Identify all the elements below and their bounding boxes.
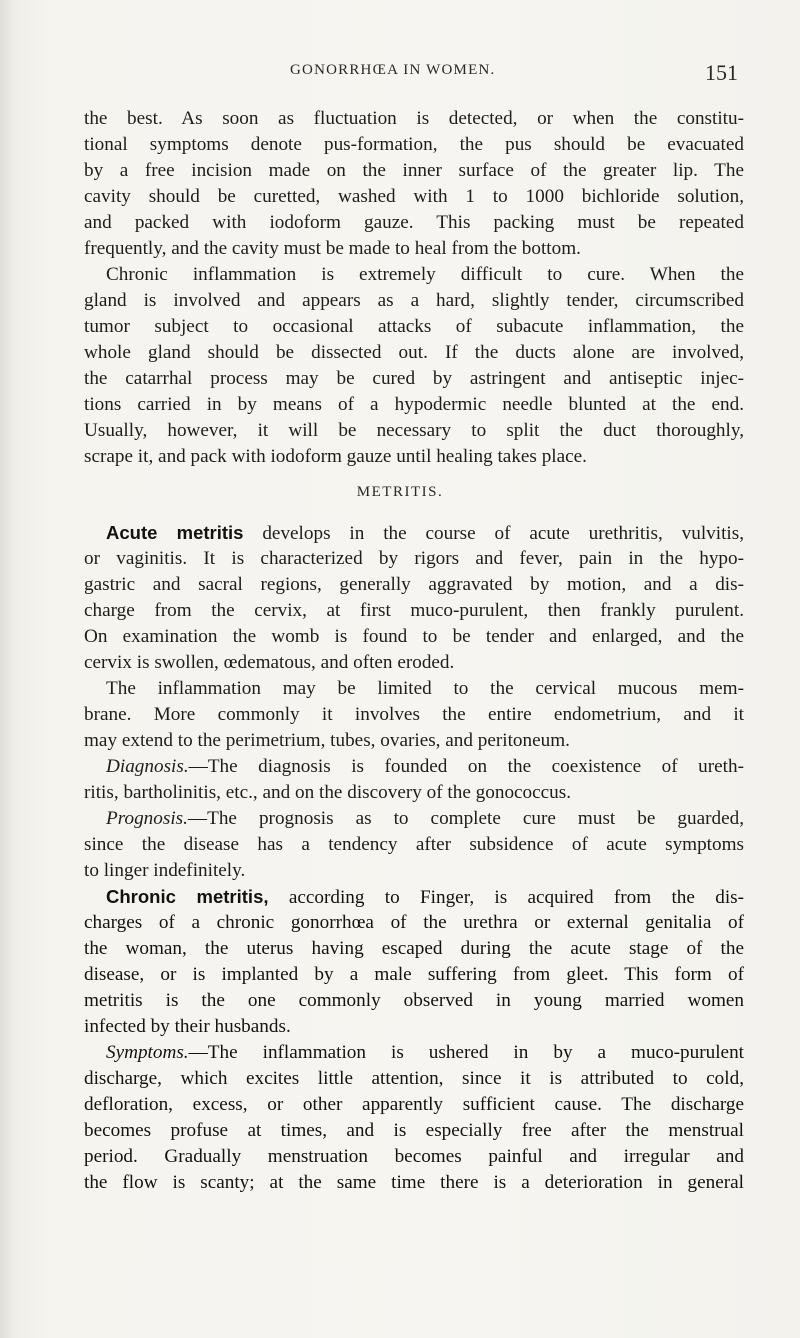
text-line: since the disease has a tendency after subsidence of acute symptoms (84, 834, 744, 855)
text-line (106, 884, 744, 911)
text-line: tumor subject to occasional attacks of subacute inflammation, the (84, 316, 744, 337)
text-line: scrape it, and pack with iodoform gauze until healing takes place. (84, 446, 587, 467)
text-line: tional symptoms denote pus-formation, the pus should be evacuated (84, 134, 744, 155)
prognosis-lead: Prognosis. (106, 808, 188, 829)
chronic-metritis-lead: Chronic metritis, (106, 886, 269, 907)
text-line: gland is involved and appears as a hard, slightly tender, circumscribed (84, 290, 744, 311)
text-line (106, 1040, 744, 1066)
text-line: may extend to the perimetrium, tubes, ovaries, and peritoneum. (84, 730, 570, 751)
text-line: the woman, the uterus having escaped during the acute stage of the (84, 938, 744, 959)
text-line: period. Gradually menstruation becomes painful and irregular and (84, 1146, 744, 1167)
chronic-metritis-first-line: according to Finger, is acquired from the dis- (268, 887, 744, 908)
text-line: disease, or is implanted by a male suffering from gleet. This form of (84, 964, 744, 985)
text-line: Usually, however, it will be necessary to split the duct thoroughly, (84, 420, 744, 441)
text-line: to linger indefinitely. (84, 860, 246, 881)
text-line: charge from the cervix, at first muco-purulent, then frankly purulent. (84, 600, 744, 621)
text-line: discharge, which excites little attention, since it is attributed to cold, (84, 1068, 744, 1089)
diagnosis-lead: Diagnosis. (106, 756, 189, 777)
running-header-title: GONORRHŒA IN WOMEN. (290, 62, 496, 78)
text-line: becomes profuse at times, and is especially free after the menstrual (84, 1120, 744, 1141)
symptoms-lead: Symptoms. (106, 1042, 189, 1063)
text-line: brane. More commonly it involves the entire endometrium, and it (84, 704, 744, 725)
text-line: by a free incision made on the inner surface of the greater lip. The (84, 160, 744, 181)
text-line: The inflammation may be limited to the cervical mucous mem- (106, 678, 744, 699)
page-number: 151 (705, 60, 738, 85)
text-line (106, 754, 744, 780)
text-line (106, 520, 744, 547)
text-line: metritis is the one commonly observed in young married women (84, 990, 744, 1011)
acute-metritis-first-line: develops in the course of acute urethritis, vulvitis, (243, 523, 744, 544)
text-line: tions carried in by means of a hypodermic needle blunted at the end. (84, 394, 744, 415)
text-line: frequently, and the cavity must be made to heal from the bottom. (84, 238, 581, 259)
text-line: infected by their husbands. (84, 1016, 291, 1037)
text-line: On examination the womb is found to be tender and enlarged, and the (84, 626, 744, 647)
text-line: whole gland should be dissected out. If the ducts alone are involved, (84, 342, 744, 363)
section-heading: METRITIS. (356, 484, 444, 500)
text-line: cervix is swollen, œdematous, and often eroded. (84, 652, 455, 673)
symptoms-first-line: —The inflammation is ushered in by a muco-purulent (188, 1042, 744, 1063)
text-line (106, 806, 744, 832)
text-line: the catarrhal process may be cured by astringent and antiseptic injec- (84, 368, 744, 389)
acute-metritis-lead: Acute metritis (106, 522, 244, 543)
text-line: Chronic inflammation is extremely difficult to cure. When the (106, 264, 744, 285)
text-line: and packed with iodoform gauze. This packing must be repeated (84, 212, 744, 233)
text-line: ritis, bartholinitis, etc., and on the discovery of the gonococcus. (84, 782, 572, 803)
text-line: cavity should be curetted, washed with 1 to 1000 bichloride solution, (84, 186, 744, 207)
text-line: gastric and sacral regions, generally aggravated by motion, and a dis- (84, 574, 744, 595)
text-line: defloration, excess, or other apparently sufficient cause. The discharge (84, 1094, 744, 1115)
diagnosis-first-line: —The diagnosis is founded on the coexistence of ureth- (188, 756, 744, 777)
text-line: the flow is scanty; at the same time there is a deterioration in general (84, 1172, 744, 1193)
text-line: the best. As soon as fluctuation is detected, or when the constitu- (84, 108, 744, 129)
prognosis-first-line: —The prognosis as to complete cure must be guarded, (187, 808, 744, 829)
page-gutter-shadow (0, 0, 14, 1338)
text-line: or vaginitis. It is characterized by rigors and fever, pain in the hypo- (84, 548, 744, 569)
text-line: charges of a chronic gonorrhœa of the urethra or external genitalia of (84, 912, 744, 933)
